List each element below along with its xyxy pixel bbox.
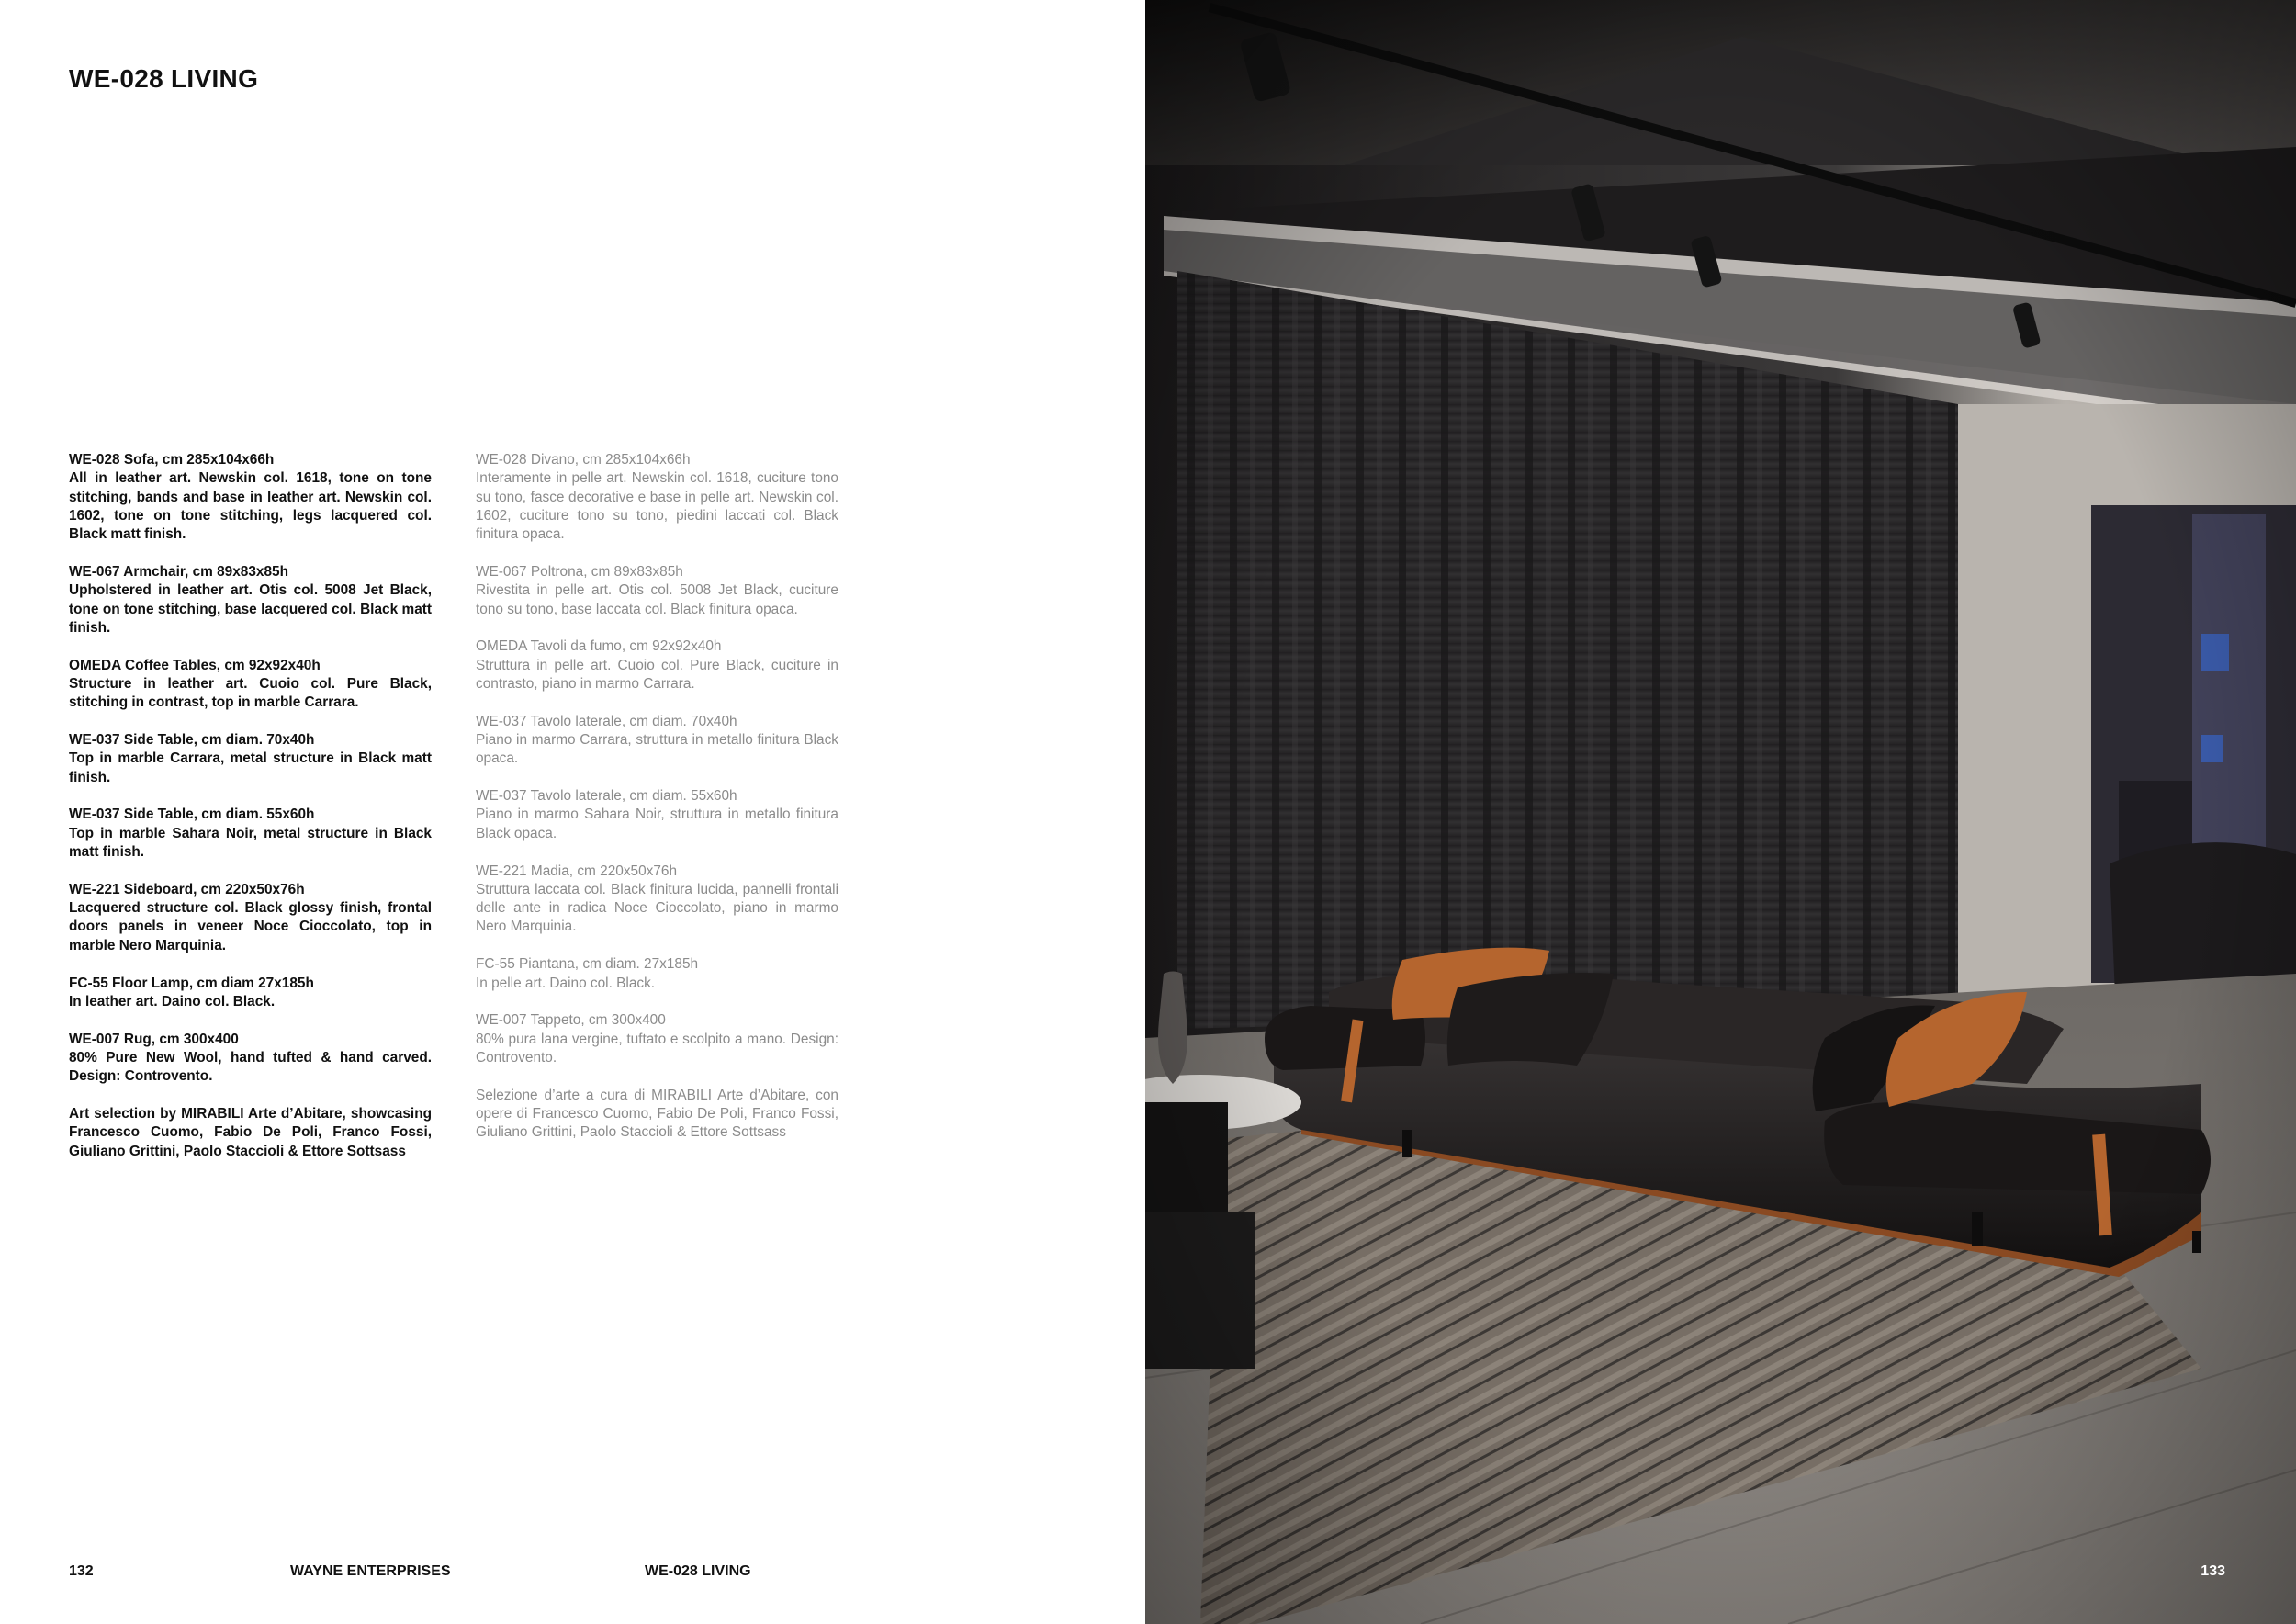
italian-entry-description: 80% pura lana vergine, tuftato e scolpito a mano. Design: Controvento. — [476, 1031, 838, 1066]
italian-entry — [476, 713, 838, 769]
english-entry-heading: WE-037 Side Table, cm diam. 55x60h — [69, 806, 315, 823]
italian-entry — [476, 563, 838, 619]
english-entry — [69, 975, 432, 1012]
english-entry — [69, 731, 432, 787]
italian-entry-description: Piano in marmo Carrara, struttura in metallo finitura Black opaca. — [476, 732, 838, 767]
english-entry-description: Art selection by MIRABILI Arte d’Abitare, showcasing Francesco Cuomo, Fabio De Poli, Franco Fossi, Giuliano Grittini, Paolo Staccioli & Ettore Sottsass — [69, 1106, 432, 1159]
page-number-right: 133 — [2200, 1563, 2225, 1579]
english-entry-description: Upholstered in leather art. Otis col. 5008 Jet Black, tone on tone stitching, base lacquered col. Black matt finish. — [69, 582, 432, 636]
italian-entry-heading: WE-007 Tappeto, cm 300x400 — [476, 1012, 666, 1029]
italian-entry — [476, 787, 838, 843]
english-entry-heading: WE-007 Rug, cm 300x400 — [69, 1031, 239, 1047]
english-entry — [69, 806, 432, 862]
italian-entry — [476, 1087, 838, 1143]
english-entry-heading: WE-037 Side Table, cm diam. 70x40h — [69, 732, 315, 749]
english-specs-column — [69, 451, 432, 1179]
right-page-photo — [1145, 0, 2296, 1624]
living-room-photo — [1145, 0, 2296, 1624]
english-entry-description: 80% Pure New Wool, hand tufted & hand carved. Design: Controvento. — [69, 1049, 432, 1085]
english-entry — [69, 1105, 432, 1161]
page-number-left: 132 — [69, 1563, 94, 1579]
italian-entry-description: Interamente in pelle art. Newskin col. 1618, cuciture tono su tono, fasce decorative e base in pelle art. Newskin col. 1602, cuciture tono su tono, piedini laccati col. Black finitura opaca. — [476, 470, 838, 543]
english-entry-heading: OMEDA Coffee Tables, cm 92x92x40h — [69, 657, 321, 673]
italian-entry-heading: WE-037 Tavolo laterale, cm diam. 70x40h — [476, 713, 737, 729]
english-entry-description: Top in marble Sahara Noir, metal structure in Black matt finish. — [69, 825, 432, 861]
english-entry-description: All in leather art. Newskin col. 1618, tone on tone stitching, bands and base in leather art. Newskin col. 1602, tone on tone stitching, legs lacquered col. Black matt finish. — [69, 470, 432, 543]
italian-entry-heading: FC-55 Piantana, cm diam. 27x185h — [476, 956, 699, 973]
italian-entry — [476, 451, 838, 544]
english-entry-description: Top in marble Carrara, metal structure in Black matt finish. — [69, 750, 432, 785]
italian-entry — [476, 955, 838, 993]
italian-entry-heading: WE-221 Madia, cm 220x50x76h — [476, 863, 678, 879]
english-entry-heading: FC-55 Floor Lamp, cm diam 27x185h — [69, 975, 314, 991]
italian-entry-description: Selezione d’arte a cura di MIRABILI Arte d’Abitare, con opere di Francesco Cuomo, Fabio De Poli, Franco Fossi, Giuliano Grittini, Paolo Staccioli & Ettore Sottsass — [476, 1087, 838, 1141]
italian-entry-heading: WE-067 Poltrona, cm 89x83x85h — [476, 563, 683, 580]
italian-entry-heading: WE-028 Divano, cm 285x104x66h — [476, 452, 691, 468]
italian-entry — [476, 863, 838, 937]
english-entry-heading: WE-221 Sideboard, cm 220x50x76h — [69, 881, 305, 897]
footer-section-title: WE-028 LIVING — [645, 1563, 751, 1579]
english-entry — [69, 657, 432, 713]
italian-entry-heading: WE-037 Tavolo laterale, cm diam. 55x60h — [476, 788, 737, 805]
italian-entry-description: Piano in marmo Sahara Noir, struttura in metallo finitura Black opaca. — [476, 806, 838, 841]
italian-entry-description: Struttura in pelle art. Cuoio col. Pure Black, cuciture in contrasto, piano in marmo Carrara. — [476, 657, 838, 692]
footer-brand: WAYNE ENTERPRISES — [290, 1563, 451, 1579]
english-entry-description: In leather art. Daino col. Black. — [69, 993, 276, 1009]
italian-entry — [476, 637, 838, 694]
english-entry-description: Structure in leather art. Cuoio col. Pure Black, stitching in contrast, top in marble Carrara. — [69, 675, 432, 711]
left-page — [0, 0, 1145, 1624]
english-entry — [69, 881, 432, 955]
page-title: WE-028 LIVING — [69, 64, 259, 93]
english-entry — [69, 1031, 432, 1087]
english-entry — [69, 451, 432, 544]
english-entry-heading: WE-028 Sofa, cm 285x104x66h — [69, 452, 275, 468]
italian-entry-description: Struttura laccata col. Black finitura lucida, pannelli frontali delle ante in radica Noce Cioccolato, piano in marmo Nero Marquinia. — [476, 881, 838, 935]
italian-entry-description: Rivestita in pelle art. Otis col. 5008 Jet Black, cuciture tono su tono, base laccata col. Black finitura opaca. — [476, 582, 838, 617]
italian-entry-description: In pelle art. Daino col. Black. — [476, 975, 656, 991]
english-entry — [69, 563, 432, 637]
english-entry-description: Lacquered structure col. Black glossy finish, frontal doors panels in veneer Noce Cioccolato, top in marble Nero Marquinia. — [69, 900, 432, 953]
english-entry-heading: WE-067 Armchair, cm 89x83x85h — [69, 563, 288, 580]
italian-entry — [476, 1011, 838, 1067]
italian-specs-column — [476, 451, 838, 1161]
italian-entry-heading: OMEDA Tavoli da fumo, cm 92x92x40h — [476, 638, 722, 655]
